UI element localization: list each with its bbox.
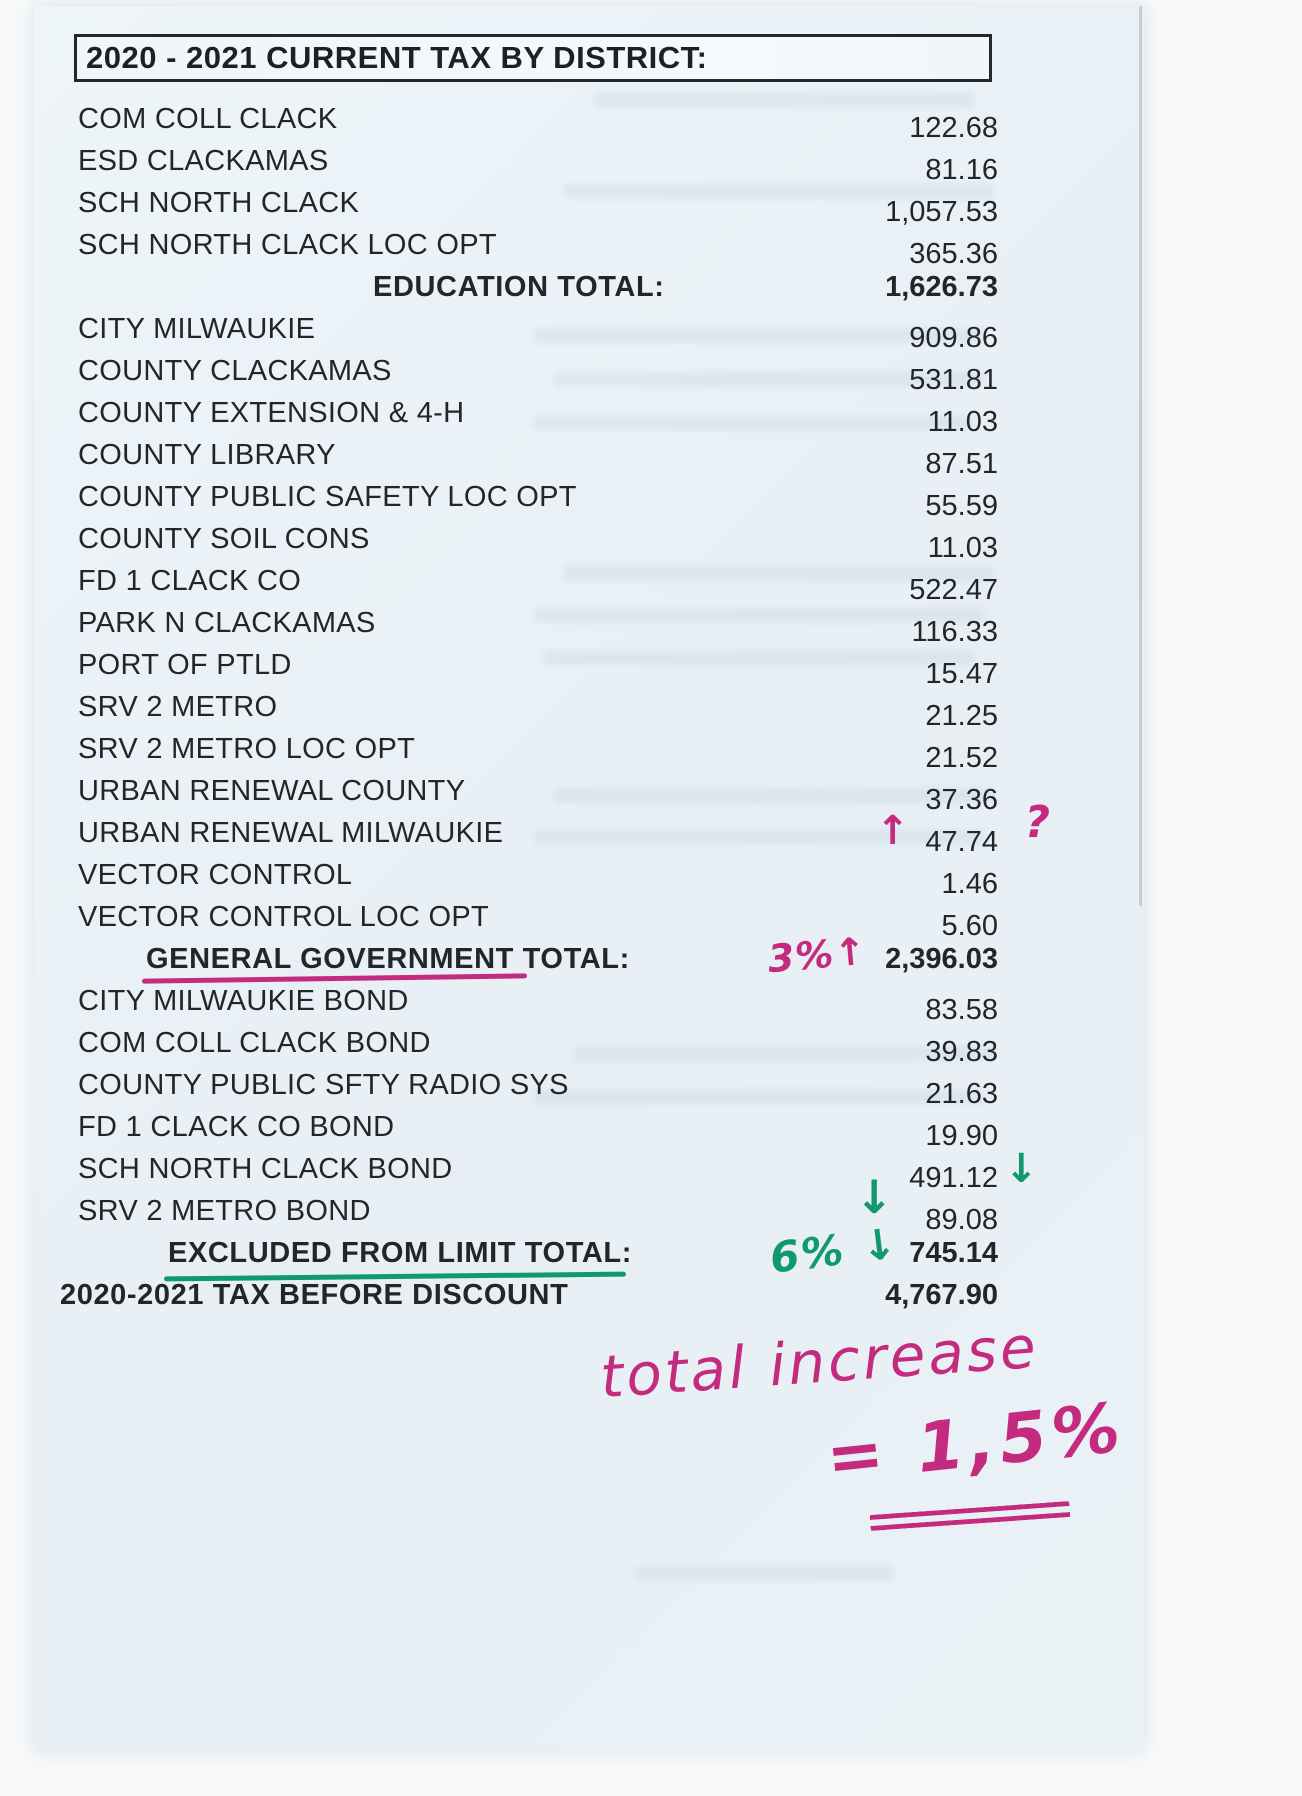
district-amount: 909.86	[909, 322, 998, 354]
district-label: SCH NORTH CLACK	[78, 187, 360, 219]
tax-row	[78, 434, 998, 480]
amount-cell	[909, 560, 998, 606]
district-amount: 116.33	[911, 616, 998, 648]
amount-cell	[927, 518, 998, 564]
handwritten-double-underline	[870, 1501, 1071, 1531]
tax-row	[78, 980, 998, 1026]
scan-bleedthrough	[634, 1566, 894, 1580]
total-amount: 1,626.73	[885, 271, 998, 303]
amount-cell	[925, 644, 998, 690]
amount-cell	[909, 224, 998, 270]
district-label: FD 1 CLACK CO	[78, 565, 302, 597]
district-label: FD 1 CLACK CO BOND	[78, 1111, 395, 1143]
district-label: SCH NORTH CLACK BOND	[78, 1153, 453, 1185]
total-row	[78, 928, 998, 982]
amount-cell	[941, 854, 998, 900]
pink-ink-annotation: ↑	[875, 808, 910, 854]
district-label: COUNTY LIBRARY	[78, 439, 336, 471]
amount-cell	[885, 182, 998, 228]
total-amount: 745.14	[909, 1237, 998, 1269]
amount-cell	[925, 1022, 998, 1068]
district-amount: 55.59	[925, 490, 998, 522]
district-amount: 89.08	[925, 1204, 998, 1236]
title-box	[74, 34, 992, 82]
district-label: SRV 2 METRO	[78, 691, 278, 723]
district-label: COM COLL CLACK	[78, 103, 338, 135]
amount-cell	[909, 98, 998, 144]
amount-cell	[925, 770, 998, 816]
pink-ink-annotation: 3%↑	[765, 928, 869, 982]
total-amount: 4,767.90	[885, 1279, 998, 1311]
district-label: COM COLL CLACK BOND	[78, 1027, 431, 1059]
tax-row	[78, 308, 998, 354]
total-row	[60, 1274, 998, 1316]
district-amount: 15.47	[925, 658, 998, 690]
district-amount: 81.16	[925, 154, 998, 186]
tax-row	[78, 644, 998, 690]
district-label: VECTOR CONTROL	[78, 859, 353, 891]
district-label: CITY MILWAUKIE	[78, 313, 316, 345]
tax-row	[78, 224, 998, 270]
total-row	[78, 266, 998, 308]
green-ink-annotation: ↓	[1004, 1146, 1038, 1192]
total-label: EDUCATION TOTAL:	[373, 271, 665, 303]
district-label: VECTOR CONTROL LOC OPT	[78, 901, 490, 933]
tax-row	[78, 518, 998, 564]
district-amount: 5.60	[941, 910, 998, 942]
total-label: GENERAL GOVERNMENT TOTAL:	[146, 943, 630, 975]
district-amount: 122.68	[909, 112, 998, 144]
district-amount: 11.03	[927, 406, 998, 438]
amount-cell	[909, 1146, 1038, 1194]
amount-cell	[911, 602, 998, 648]
tax-row	[78, 560, 998, 606]
district-label: COUNTY CLACKAMAS	[78, 355, 392, 387]
tax-row	[78, 770, 998, 816]
pink-ink-annotation: ?	[1024, 797, 1050, 848]
district-amount: 83.58	[925, 994, 998, 1026]
handwritten-note-total-increase: total increase	[598, 1312, 1041, 1412]
amount-cell	[925, 476, 998, 522]
tax-row	[78, 182, 998, 228]
district-label: COUNTY PUBLIC SFTY RADIO SYS	[78, 1069, 569, 1101]
green-ink-annotation: 6% ↓	[767, 1218, 902, 1283]
district-label: SRV 2 METRO LOC OPT	[78, 733, 416, 765]
district-amount: 39.83	[925, 1036, 998, 1068]
tax-row	[78, 602, 998, 648]
district-amount: 491.12	[909, 1162, 998, 1194]
tax-row	[78, 1106, 998, 1152]
tax-row	[78, 350, 998, 396]
district-label: URBAN RENEWAL MILWAUKIE	[78, 817, 504, 849]
district-label: CITY MILWAUKIE BOND	[78, 985, 409, 1017]
amount-cell	[925, 1106, 998, 1152]
tax-row	[78, 98, 998, 144]
amount-cell	[765, 928, 998, 982]
district-amount: 37.36	[925, 784, 998, 816]
district-label: SCH NORTH CLACK LOC OPT	[78, 229, 497, 261]
district-amount: 522.47	[909, 574, 998, 606]
district-amount: 47.74	[925, 826, 998, 858]
district-amount: 1.46	[941, 868, 998, 900]
district-label: COUNTY SOIL CONS	[78, 523, 370, 555]
document-title: 2020 - 2021 CURRENT TAX BY DISTRICT:	[86, 40, 708, 75]
district-label: PORT OF PTLD	[78, 649, 292, 681]
tax-row	[78, 140, 998, 186]
total-label: 2020-2021 TAX BEFORE DISCOUNT	[60, 1279, 569, 1311]
amount-cell	[927, 392, 998, 438]
amount-cell	[885, 266, 998, 308]
district-amount: 1,057.53	[885, 196, 998, 228]
district-label: COUNTY EXTENSION & 4-H	[78, 397, 465, 429]
amount-cell	[925, 980, 998, 1026]
handwritten-note-percentage: = 1,5%	[822, 1388, 1129, 1499]
district-amount: 365.36	[909, 238, 998, 270]
tax-row	[78, 686, 998, 732]
district-amount: 531.81	[909, 364, 998, 396]
district-amount: 21.25	[925, 700, 998, 732]
amount-cell	[925, 1064, 998, 1110]
tax-row	[78, 854, 998, 900]
amount-cell	[885, 1274, 998, 1316]
amount-cell	[925, 434, 998, 480]
tax-row	[78, 476, 998, 522]
scanned-document-page	[34, 6, 1144, 1751]
district-label: SRV 2 METRO BOND	[78, 1195, 371, 1227]
tax-row	[78, 392, 998, 438]
district-label: PARK N CLACKAMAS	[78, 607, 376, 639]
district-label: ESD CLACKAMAS	[78, 145, 329, 177]
district-amount: 11.03	[927, 532, 998, 564]
amount-cell	[925, 728, 998, 774]
amount-cell	[925, 140, 998, 186]
district-amount: 21.52	[925, 742, 998, 774]
tax-by-district-table	[60, 98, 1050, 1316]
tax-row	[78, 728, 998, 774]
total-label: EXCLUDED FROM LIMIT TOTAL:	[168, 1237, 632, 1269]
tax-row	[78, 1022, 998, 1068]
district-label: COUNTY PUBLIC SAFETY LOC OPT	[78, 481, 577, 513]
district-amount: 87.51	[925, 448, 998, 480]
district-amount: 21.63	[925, 1078, 998, 1110]
amount-cell	[909, 308, 998, 354]
district-label: URBAN RENEWAL COUNTY	[78, 775, 466, 807]
green-ink-annotation: ↓	[854, 1170, 894, 1224]
amount-cell	[925, 686, 998, 732]
tax-row	[78, 1064, 998, 1110]
scan-edge-streak	[1139, 6, 1142, 906]
total-amount: 2,396.03	[885, 943, 998, 975]
district-amount: 19.90	[925, 1120, 998, 1152]
amount-cell	[909, 350, 998, 396]
amount-cell	[941, 896, 998, 942]
